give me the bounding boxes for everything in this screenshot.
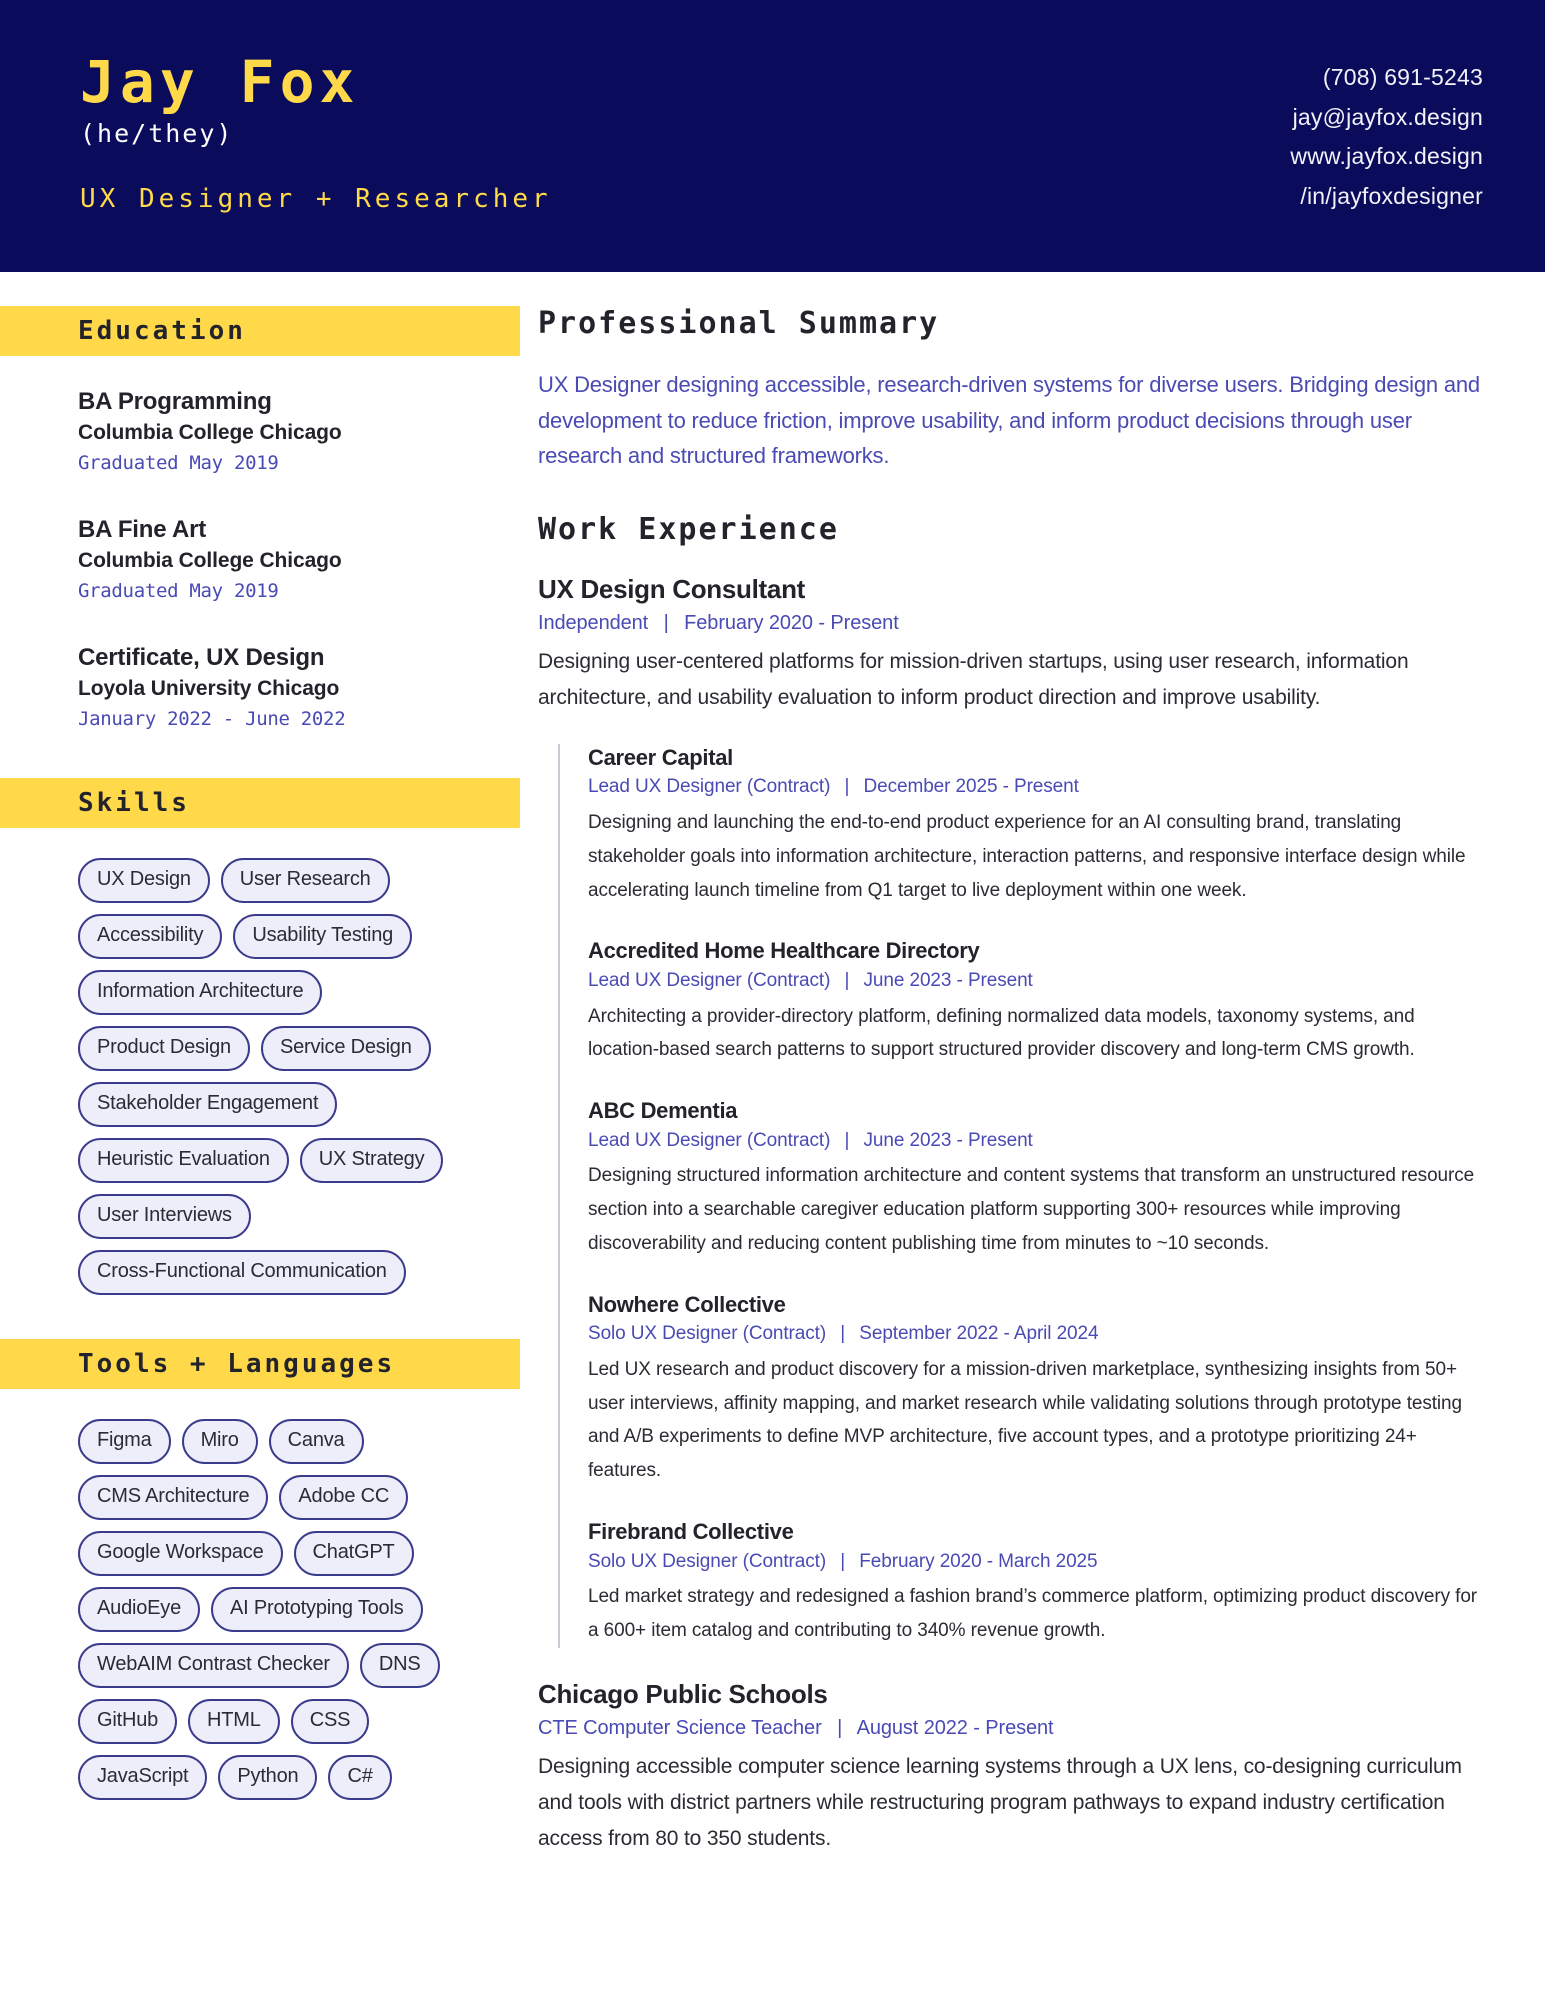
skill-pill[interactable]: User Interviews: [78, 1194, 251, 1239]
tool-pill[interactable]: GitHub: [78, 1699, 177, 1744]
resume-body: [0, 272, 1545, 1917]
experience-entry: [538, 573, 1487, 1648]
tool-pill[interactable]: HTML: [188, 1699, 280, 1744]
sidebar-section-header-skills: [0, 778, 520, 828]
tool-pill[interactable]: DNS: [360, 1643, 440, 1688]
client-name: Firebrand Collective: [588, 1519, 794, 1545]
education-item: [78, 642, 484, 734]
contact-linkedin[interactable]: /in/jayfoxdesigner: [1300, 182, 1483, 209]
tool-pill[interactable]: AI Prototyping Tools: [211, 1587, 423, 1632]
client-dates: June 2023 - Present: [863, 1129, 1033, 1151]
client-dates: September 2022 - April 2024: [859, 1323, 1099, 1345]
experience-dates: August 2022 - Present: [856, 1716, 1054, 1739]
education-date: January 2022 - June 2022: [78, 708, 346, 731]
main-column: [520, 272, 1545, 1917]
client-meta: [588, 1320, 1487, 1349]
meta-separator: |: [837, 1716, 843, 1739]
client-meta: [588, 1127, 1487, 1156]
experience-title: Chicago Public Schools: [538, 1678, 828, 1709]
client-description: Architecting a provider-directory platform, defining normalized data models, taxonomy systems, and location-based search patterns to support structured provider discovery and long-term CMS growth.: [588, 1005, 1415, 1061]
header-contact: [1290, 42, 1483, 216]
education-date: Graduated May 2019: [78, 452, 279, 475]
skill-pill[interactable]: Service Design: [261, 1026, 431, 1071]
client-meta: [588, 773, 1487, 802]
tool-pill[interactable]: Miro: [182, 1419, 258, 1464]
education-date: Graduated May 2019: [78, 580, 279, 603]
experience-meta: [538, 1713, 1487, 1743]
experience-entry: [538, 1678, 1487, 1857]
header-identity: [80, 42, 552, 214]
skills-list: [0, 858, 520, 1295]
client-description: Led UX research and product discovery for a mission-driven marketplace, synthesizing insights from 50+ user interviews, affinity mapping, and market research while validating solutions through prototype testing and A/B experiments to define MVP architecture, five account types, and a prototype prioritizing 24+ features.: [588, 1358, 1462, 1482]
experience-company: Independent: [538, 611, 649, 634]
sidebar: [0, 272, 520, 1840]
skill-pill[interactable]: Accessibility: [78, 914, 222, 959]
client-meta: [588, 967, 1487, 996]
client-role: Lead UX Designer (Contract): [588, 1129, 831, 1151]
client-role: Lead UX Designer (Contract): [588, 776, 831, 798]
meta-separator: |: [844, 1129, 850, 1151]
education-degree: Certificate, UX Design: [78, 643, 325, 671]
client-dates: February 2020 - March 2025: [859, 1550, 1098, 1572]
tool-pill[interactable]: Adobe CC: [279, 1475, 408, 1520]
candidate-name: Jay Fox: [80, 48, 360, 116]
sidebar-section-header-education: [0, 306, 520, 356]
client-engagement: [588, 744, 1487, 908]
tools-pill-group: [78, 1419, 484, 1800]
education-item: [78, 386, 484, 478]
tool-pill[interactable]: C#: [328, 1755, 391, 1800]
client-name: Accredited Home Healthcare Directory: [588, 938, 980, 964]
experience-meta: [538, 608, 1487, 638]
skill-pill[interactable]: Cross-Functional Communication: [78, 1250, 406, 1295]
client-engagement: [588, 1291, 1487, 1488]
client-engagement: [588, 1518, 1487, 1648]
tool-pill[interactable]: CMS Architecture: [78, 1475, 268, 1520]
client-meta: [588, 1548, 1487, 1577]
meta-separator: |: [663, 611, 669, 634]
candidate-pronouns: (he/they): [80, 118, 234, 148]
tool-pill[interactable]: WebAIM Contrast Checker: [78, 1643, 349, 1688]
client-role: Solo UX Designer (Contract): [588, 1550, 827, 1572]
tool-pill[interactable]: CSS: [291, 1699, 370, 1744]
skill-pill[interactable]: Stakeholder Engagement: [78, 1082, 337, 1127]
client-dates: December 2025 - Present: [863, 776, 1079, 798]
candidate-tagline: UX Designer + Researcher: [80, 183, 552, 214]
client-engagement: [588, 937, 1487, 1067]
client-name: Career Capital: [588, 744, 733, 770]
skill-pill[interactable]: UX Strategy: [300, 1138, 444, 1183]
client-engagement-list: [558, 744, 1487, 1648]
experience-description: Designing accessible computer science learning systems through a UX lens, co-designing curriculum and tools with district partners while restructuring program pathways to expand industry certification access from 80 to 350 students.: [538, 1754, 1462, 1850]
meta-separator: |: [840, 1323, 846, 1345]
client-engagement: [588, 1097, 1487, 1261]
tools-heading: Tools + Languages: [78, 1348, 396, 1379]
meta-separator: |: [844, 776, 850, 798]
client-description: Led market strategy and redesigned a fashion brand’s commerce platform, optimizing product discovery for a 600+ item catalog and contributing to 340% revenue growth.: [588, 1586, 1478, 1641]
resume-header: [0, 0, 1545, 272]
client-description: Designing and launching the end-to-end product experience for an AI consulting brand, translating stakeholder goals into information architecture, interaction patterns, and responsive interface design while accelerating launch timeline from Q1 target to live deployment within one week.: [588, 811, 1466, 901]
client-name: Nowhere Collective: [588, 1291, 786, 1317]
sidebar-section-header-tools: [0, 1339, 520, 1389]
skill-pill[interactable]: Usability Testing: [233, 914, 412, 959]
client-role: Solo UX Designer (Contract): [588, 1323, 827, 1345]
experience-description: Designing user-centered platforms for mission-driven startups, using user research, information architecture, and usability evaluation to inform product direction and improve usability.: [538, 649, 1409, 709]
client-name: ABC Dementia: [588, 1098, 738, 1124]
tools-list: [0, 1419, 520, 1800]
skill-pill[interactable]: UX Design: [78, 858, 210, 903]
education-heading: Education: [78, 316, 246, 346]
tool-pill[interactable]: AudioEye: [78, 1587, 200, 1632]
skills-heading: Skills: [78, 787, 190, 818]
skill-pill[interactable]: Information Architecture: [78, 970, 322, 1015]
education-degree: BA Programming: [78, 388, 272, 415]
tool-pill[interactable]: Google Workspace: [78, 1531, 283, 1576]
experience-company: CTE Computer Science Teacher: [538, 1716, 822, 1739]
experience-title: UX Design Consultant: [538, 573, 806, 604]
meta-separator: |: [844, 970, 850, 992]
contact-website[interactable]: www.jayfox.design: [1290, 143, 1483, 170]
tool-pill[interactable]: Canva: [269, 1419, 364, 1464]
tool-pill[interactable]: ChatGPT: [294, 1531, 414, 1576]
education-list: [0, 386, 520, 734]
summary-heading: Professional Summary: [538, 306, 940, 341]
skills-pill-group: [78, 858, 484, 1295]
skill-pill[interactable]: Heuristic Evaluation: [78, 1138, 289, 1183]
meta-separator: |: [840, 1550, 846, 1572]
education-item: [78, 514, 484, 606]
education-degree: BA Fine Art: [78, 515, 207, 543]
skill-pill[interactable]: Product Design: [78, 1026, 250, 1071]
client-description: Designing structured information architecture and content systems that transform an unstructured resource section into a searchable caregiver education platform supporting 300+ resources while improving discoverability and reducing content publishing time from minutes to ~10 seconds.: [588, 1165, 1475, 1254]
spacer: [0, 1295, 520, 1339]
spacer: [0, 734, 520, 778]
client-dates: June 2023 - Present: [863, 970, 1033, 992]
skill-pill[interactable]: User Research: [221, 858, 390, 903]
contact-phone[interactable]: (708) 691-5243: [1322, 64, 1483, 90]
experience-heading: Work Experience: [538, 511, 839, 547]
experience-dates: February 2020 - Present: [684, 611, 899, 634]
education-school: Columbia College Chicago: [78, 420, 342, 444]
tool-pill[interactable]: Python: [218, 1755, 317, 1800]
education-school: Columbia College Chicago: [78, 548, 342, 572]
education-school: Loyola University Chicago: [78, 676, 340, 700]
tool-pill[interactable]: Figma: [78, 1419, 171, 1464]
summary-text: UX Designer designing accessible, research-driven systems for diverse users. Bridging design and development to reduce friction, improve usability, and inform product decisions through user research and structured frameworks.: [538, 372, 1480, 469]
tool-pill[interactable]: JavaScript: [78, 1755, 207, 1800]
client-role: Lead UX Designer (Contract): [588, 970, 831, 992]
contact-email[interactable]: jay@jayfox.design: [1292, 103, 1483, 130]
